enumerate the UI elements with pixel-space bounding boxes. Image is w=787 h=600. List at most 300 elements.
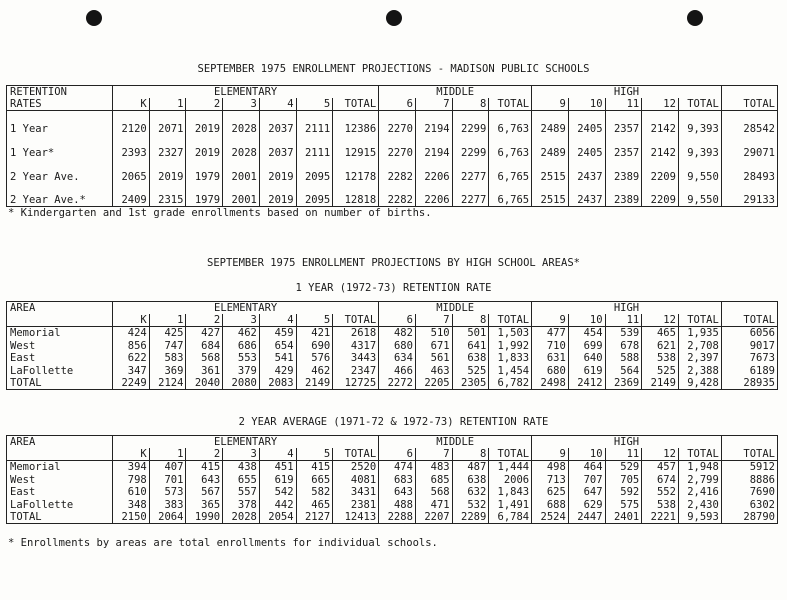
table-cell: 2520 [333,461,379,474]
table-cell: 3431 [333,486,379,499]
table-cell: 6,763 [489,111,532,135]
table-cell: 2277 [452,183,489,207]
table-cell: 2150 [113,511,150,524]
table-cell: 4081 [333,473,379,486]
table-cell: 2001 [223,159,260,183]
table-cell: 2405 [568,135,605,159]
table-cell: 638 [452,473,489,486]
table-cell: 12178 [333,159,379,183]
table-cell: 647 [568,486,605,499]
table-cell: 529 [605,461,642,474]
table-cell: 498 [532,461,569,474]
table-cell: 2618 [333,327,379,340]
table-cell: 643 [379,486,416,499]
table-row [7,339,778,352]
table-cell: 9,428 [678,377,721,390]
table-cell: 407 [149,461,186,474]
table-cell: 634 [379,352,416,365]
table-cell: 465 [296,498,333,511]
table-cell: 619 [568,364,605,377]
table-cell: 686 [223,339,260,352]
table-cell: 532 [452,498,489,511]
table-cell: 2071 [149,111,186,135]
col-1: 1 [149,98,186,111]
table-cell: 2083 [259,377,296,390]
column-header-row [7,448,778,461]
table-cell: 2437 [568,159,605,183]
table-cell: 2357 [605,111,642,135]
table-cell: 2065 [113,159,150,183]
table-cell: 415 [186,461,223,474]
table-cell: 582 [296,486,333,499]
col-6: 6 [379,314,416,327]
table-cell: 610 [113,486,150,499]
table-cell: 552 [642,486,679,499]
table-cell: 619 [259,473,296,486]
col-grand-total: TOTAL [721,98,777,111]
table-cell: 2028 [223,511,260,524]
table-cell: 1,992 [489,339,532,352]
col-12: 12 [642,314,679,327]
table-cell: 2,708 [678,339,721,352]
table-cell: 2369 [605,377,642,390]
col-elem-total: TOTAL [333,448,379,461]
table-cell: 2149 [296,377,333,390]
table-cell: 7673 [721,352,777,365]
table-cell: 6,763 [489,135,532,159]
col-2: 2 [186,98,223,111]
table-row [7,511,778,524]
table-cell: 678 [605,339,642,352]
column-header-row [7,314,778,327]
row-label: LaFollette [10,498,74,511]
table-cell: 685 [415,473,452,486]
header-area: AREA [10,302,36,314]
table-cell: 856 [113,339,150,352]
table-row [7,183,778,207]
table-cell: 6056 [721,327,777,340]
table-cell: 2019 [186,111,223,135]
table-cell: 640 [568,352,605,365]
table-cell: 525 [452,364,489,377]
table-cell: 463 [415,364,452,377]
table-cell: 567 [186,486,223,499]
row-label: West [10,339,36,352]
table-cell: 28493 [721,159,777,183]
table-cell: 2111 [296,111,333,135]
col-5: 5 [296,448,333,461]
table-cell: 383 [149,498,186,511]
table-cell: 2447 [568,511,605,524]
table-cell: 6,782 [489,377,532,390]
table-cell: 2221 [642,511,679,524]
table-cell: 541 [259,352,296,365]
col-2: 2 [186,448,223,461]
table-cell: 690 [296,339,333,352]
table-cell: 575 [605,498,642,511]
col-elem-total: TOTAL [333,314,379,327]
group-middle: MIDDLE [379,86,532,99]
table-cell: 394 [113,461,150,474]
table-row [7,473,778,486]
table-cell: 2498 [532,377,569,390]
table-cell: 1,843 [489,486,532,499]
table-cell: 12818 [333,183,379,207]
table-cell: 9,550 [678,159,721,183]
title-one-year: 1 YEAR (1972-73) RETENTION RATE [295,282,492,294]
table-cell: 684 [186,339,223,352]
table-cell: 680 [532,364,569,377]
col-5: 5 [296,314,333,327]
table-cell: 429 [259,364,296,377]
group-high: HIGH [532,302,722,315]
col-10: 10 [568,448,605,461]
table-cell: 2347 [333,364,379,377]
table-cell: 12915 [333,135,379,159]
header-area: AREA [10,436,36,448]
table-cell: 2288 [379,511,416,524]
table-cell: 2142 [642,111,679,135]
table-cell: 483 [415,461,452,474]
column-header-row [7,98,778,111]
table-cell: 707 [568,473,605,486]
table-cell: 7690 [721,486,777,499]
table-cell: 2019 [186,135,223,159]
table-cell: 2206 [415,159,452,183]
table-cell: 2401 [605,511,642,524]
table-cell: 621 [642,339,679,352]
table-cell: 1,948 [678,461,721,474]
table-cell: 2054 [259,511,296,524]
table-cell: 2315 [149,183,186,207]
table-cell: 2,388 [678,364,721,377]
row-label: East [10,486,36,498]
table-cell: 2019 [149,159,186,183]
table-cell: 378 [223,498,260,511]
row-label: LaFollette [10,364,74,377]
table-cell: 9,393 [678,135,721,159]
table-cell: 482 [379,327,416,340]
table-cell: 466 [379,364,416,377]
table-cell: 465 [642,327,679,340]
table-cell: 9,550 [678,183,721,207]
table-cell: 425 [149,327,186,340]
col-3: 3 [223,314,260,327]
table-district [6,85,778,207]
punch-hole-left [86,10,102,26]
table-row [7,111,778,135]
table-cell: 369 [149,364,186,377]
table-cell: 442 [259,498,296,511]
row-label: West [10,473,36,486]
table-cell: 12413 [333,511,379,524]
header-retention: RETENTION [10,86,67,98]
col-5: 5 [296,98,333,111]
table-cell: 2111 [296,135,333,159]
row-label: Memorial [10,461,61,473]
table-cell: 525 [642,364,679,377]
table-cell: 2515 [532,183,569,207]
group-elementary: ELEMENTARY [113,436,379,449]
row-label: East [10,352,36,364]
table-cell: 539 [605,327,642,340]
punch-hole-right [687,10,703,26]
table-cell: 713 [532,473,569,486]
table-cell: 2095 [296,183,333,207]
col-7: 7 [415,448,452,461]
table-cell: 1,444 [489,461,532,474]
table-cell: 680 [379,339,416,352]
table-cell: 459 [259,327,296,340]
table-cell: 643 [186,473,223,486]
row-label: 2 Year Ave. [10,170,80,183]
col-k: K [113,448,150,461]
table-cell: 2524 [532,511,569,524]
table-cell: 29133 [721,183,777,207]
table-cell: 501 [452,327,489,340]
table-cell: 1,833 [489,352,532,365]
table-cell: 9,593 [678,511,721,524]
table-cell: 688 [532,498,569,511]
table-cell: 438 [223,461,260,474]
table-cell: 629 [568,498,605,511]
col-high-total: TOTAL [678,98,721,111]
table-cell: 1979 [186,183,223,207]
table-cell: 2282 [379,183,416,207]
table-cell: 655 [223,473,260,486]
row-label: 1 Year [10,122,48,135]
group-elementary: ELEMENTARY [113,86,379,99]
table-cell: 28935 [721,377,777,390]
table-cell: 457 [642,461,679,474]
table-cell: 2207 [415,511,452,524]
table-cell: 28790 [721,511,777,524]
col-4: 4 [259,98,296,111]
table-cell: 638 [452,352,489,365]
table-cell: 2019 [259,159,296,183]
col-10: 10 [568,98,605,111]
table-cell: 4317 [333,339,379,352]
table-cell: 347 [113,364,150,377]
table-cell: 568 [415,486,452,499]
table-cell: 2127 [296,511,333,524]
table-cell: 424 [113,327,150,340]
table-cell: 421 [296,327,333,340]
table-cell: 2327 [149,135,186,159]
table-cell: 488 [379,498,416,511]
table-cell: 29071 [721,135,777,159]
table-cell: 462 [223,327,260,340]
table-one-year [6,301,778,390]
table-cell: 542 [259,486,296,499]
table-cell: 1990 [186,511,223,524]
table-cell: 564 [605,364,642,377]
table-cell: 2206 [415,183,452,207]
table-cell: 2028 [223,111,260,135]
group-middle: MIDDLE [379,436,532,449]
table-row [7,498,778,511]
table-cell: 462 [296,364,333,377]
table-cell: 625 [532,486,569,499]
table-cell: 705 [605,473,642,486]
table-cell: 747 [149,339,186,352]
table-cell: 2209 [642,159,679,183]
table-cell: 701 [149,473,186,486]
table-cell: 2001 [223,183,260,207]
table-cell: 6,765 [489,183,532,207]
table-cell: 2124 [149,377,186,390]
table-cell: 2305 [452,377,489,390]
table-cell: 2095 [296,159,333,183]
group-middle: MIDDLE [379,302,532,315]
col-11: 11 [605,98,642,111]
col-9: 9 [532,314,569,327]
col-12: 12 [642,98,679,111]
table-cell: 2357 [605,135,642,159]
table-cell: 622 [113,352,150,365]
table-cell: 379 [223,364,260,377]
col-7: 7 [415,314,452,327]
table-cell: 573 [149,486,186,499]
col-high-total: TOTAL [678,448,721,461]
table-cell: 561 [415,352,452,365]
table-row [7,364,778,377]
table-cell: 6,784 [489,511,532,524]
row-label: 2 Year Ave.* [10,194,86,206]
col-10: 10 [568,314,605,327]
punch-hole-center [386,10,402,26]
table-cell: 2409 [113,183,150,207]
table-cell: 2270 [379,135,416,159]
table-cell: 9,393 [678,111,721,135]
table-cell: 361 [186,364,223,377]
table-cell: 710 [532,339,569,352]
table-cell: 365 [186,498,223,511]
table-cell: 2019 [259,183,296,207]
col-9: 9 [532,98,569,111]
col-high-total: TOTAL [678,314,721,327]
table-row [7,486,778,499]
table-two-year [6,435,778,524]
table-cell: 2393 [113,135,150,159]
col-k: K [113,314,150,327]
table-cell: 2289 [452,511,489,524]
table-cell: 568 [186,352,223,365]
table-cell: 2142 [642,135,679,159]
col-grand-total: TOTAL [721,448,777,461]
col-4: 4 [259,314,296,327]
table-cell: 665 [296,473,333,486]
col-8: 8 [452,448,489,461]
table-row [7,352,778,365]
col-1: 1 [149,314,186,327]
col-3: 3 [223,98,260,111]
table-cell: 2389 [605,159,642,183]
table-cell: 683 [379,473,416,486]
table-cell: 6,765 [489,159,532,183]
title-areas: SEPTEMBER 1975 ENROLLMENT PROJECTIONS BY HIGH SCHOOL AREAS* [207,257,580,269]
col-11: 11 [605,448,642,461]
table-cell: 2270 [379,111,416,135]
table-cell: 671 [415,339,452,352]
col-1: 1 [149,448,186,461]
table-cell: 415 [296,461,333,474]
col-grand-total: TOTAL [721,314,777,327]
footnote-areas: * Enrollments by areas are total enrollments for individual schools. [8,537,438,549]
table-cell: 674 [642,473,679,486]
table-cell: 2,799 [678,473,721,486]
table-cell: 553 [223,352,260,365]
table-cell: 538 [642,498,679,511]
table-cell: 28542 [721,111,777,135]
table-cell: 2277 [452,159,489,183]
table-cell: 1979 [186,159,223,183]
group-high: HIGH [532,86,722,99]
table-cell: 2120 [113,111,150,135]
table-cell: 2249 [113,377,150,390]
table-cell: 2282 [379,159,416,183]
table-cell: 2,430 [678,498,721,511]
title-district: SEPTEMBER 1975 ENROLLMENT PROJECTIONS - MADISON PUBLIC SCHOOLS [197,63,590,75]
title-two-year: 2 YEAR AVERAGE (1971-72 & 1972-73) RETENTION RATE [238,416,549,428]
table-cell: 2194 [415,111,452,135]
table-cell: 631 [532,352,569,365]
table-cell: 510 [415,327,452,340]
table-cell: 427 [186,327,223,340]
table-cell: 12386 [333,111,379,135]
table-cell: 471 [415,498,452,511]
group-elementary: ELEMENTARY [113,302,379,315]
table-cell: 2209 [642,183,679,207]
table-cell: 1,935 [678,327,721,340]
table-row [7,377,778,390]
table-cell: 2299 [452,135,489,159]
group-high: HIGH [532,436,722,449]
table-cell: 588 [605,352,642,365]
table-cell: 699 [568,339,605,352]
col-9: 9 [532,448,569,461]
table-cell: 1,503 [489,327,532,340]
col-12: 12 [642,448,679,461]
table-cell: 654 [259,339,296,352]
header-rates: RATES [7,98,113,111]
col-mid-total: TOTAL [489,314,532,327]
table-cell: 2381 [333,498,379,511]
table-cell: 487 [452,461,489,474]
table-row [7,159,778,183]
col-6: 6 [379,448,416,461]
table-cell: 2040 [186,377,223,390]
row-label: Memorial [10,327,61,339]
col-6: 6 [379,98,416,111]
table-cell: 2080 [223,377,260,390]
footnote-births: * Kindergarten and 1st grade enrollments based on number of births. [8,207,432,219]
col-3: 3 [223,448,260,461]
table-cell: 538 [642,352,679,365]
col-mid-total: TOTAL [489,448,532,461]
table-cell: 474 [379,461,416,474]
table-cell: 5912 [721,461,777,474]
table-cell: 1,491 [489,498,532,511]
table-cell: 632 [452,486,489,499]
table-cell: 576 [296,352,333,365]
table-cell: 9017 [721,339,777,352]
table-cell: 3443 [333,352,379,365]
table-cell: 2405 [568,111,605,135]
table-cell: 2515 [532,159,569,183]
table-cell: 8886 [721,473,777,486]
table-cell: 798 [113,473,150,486]
